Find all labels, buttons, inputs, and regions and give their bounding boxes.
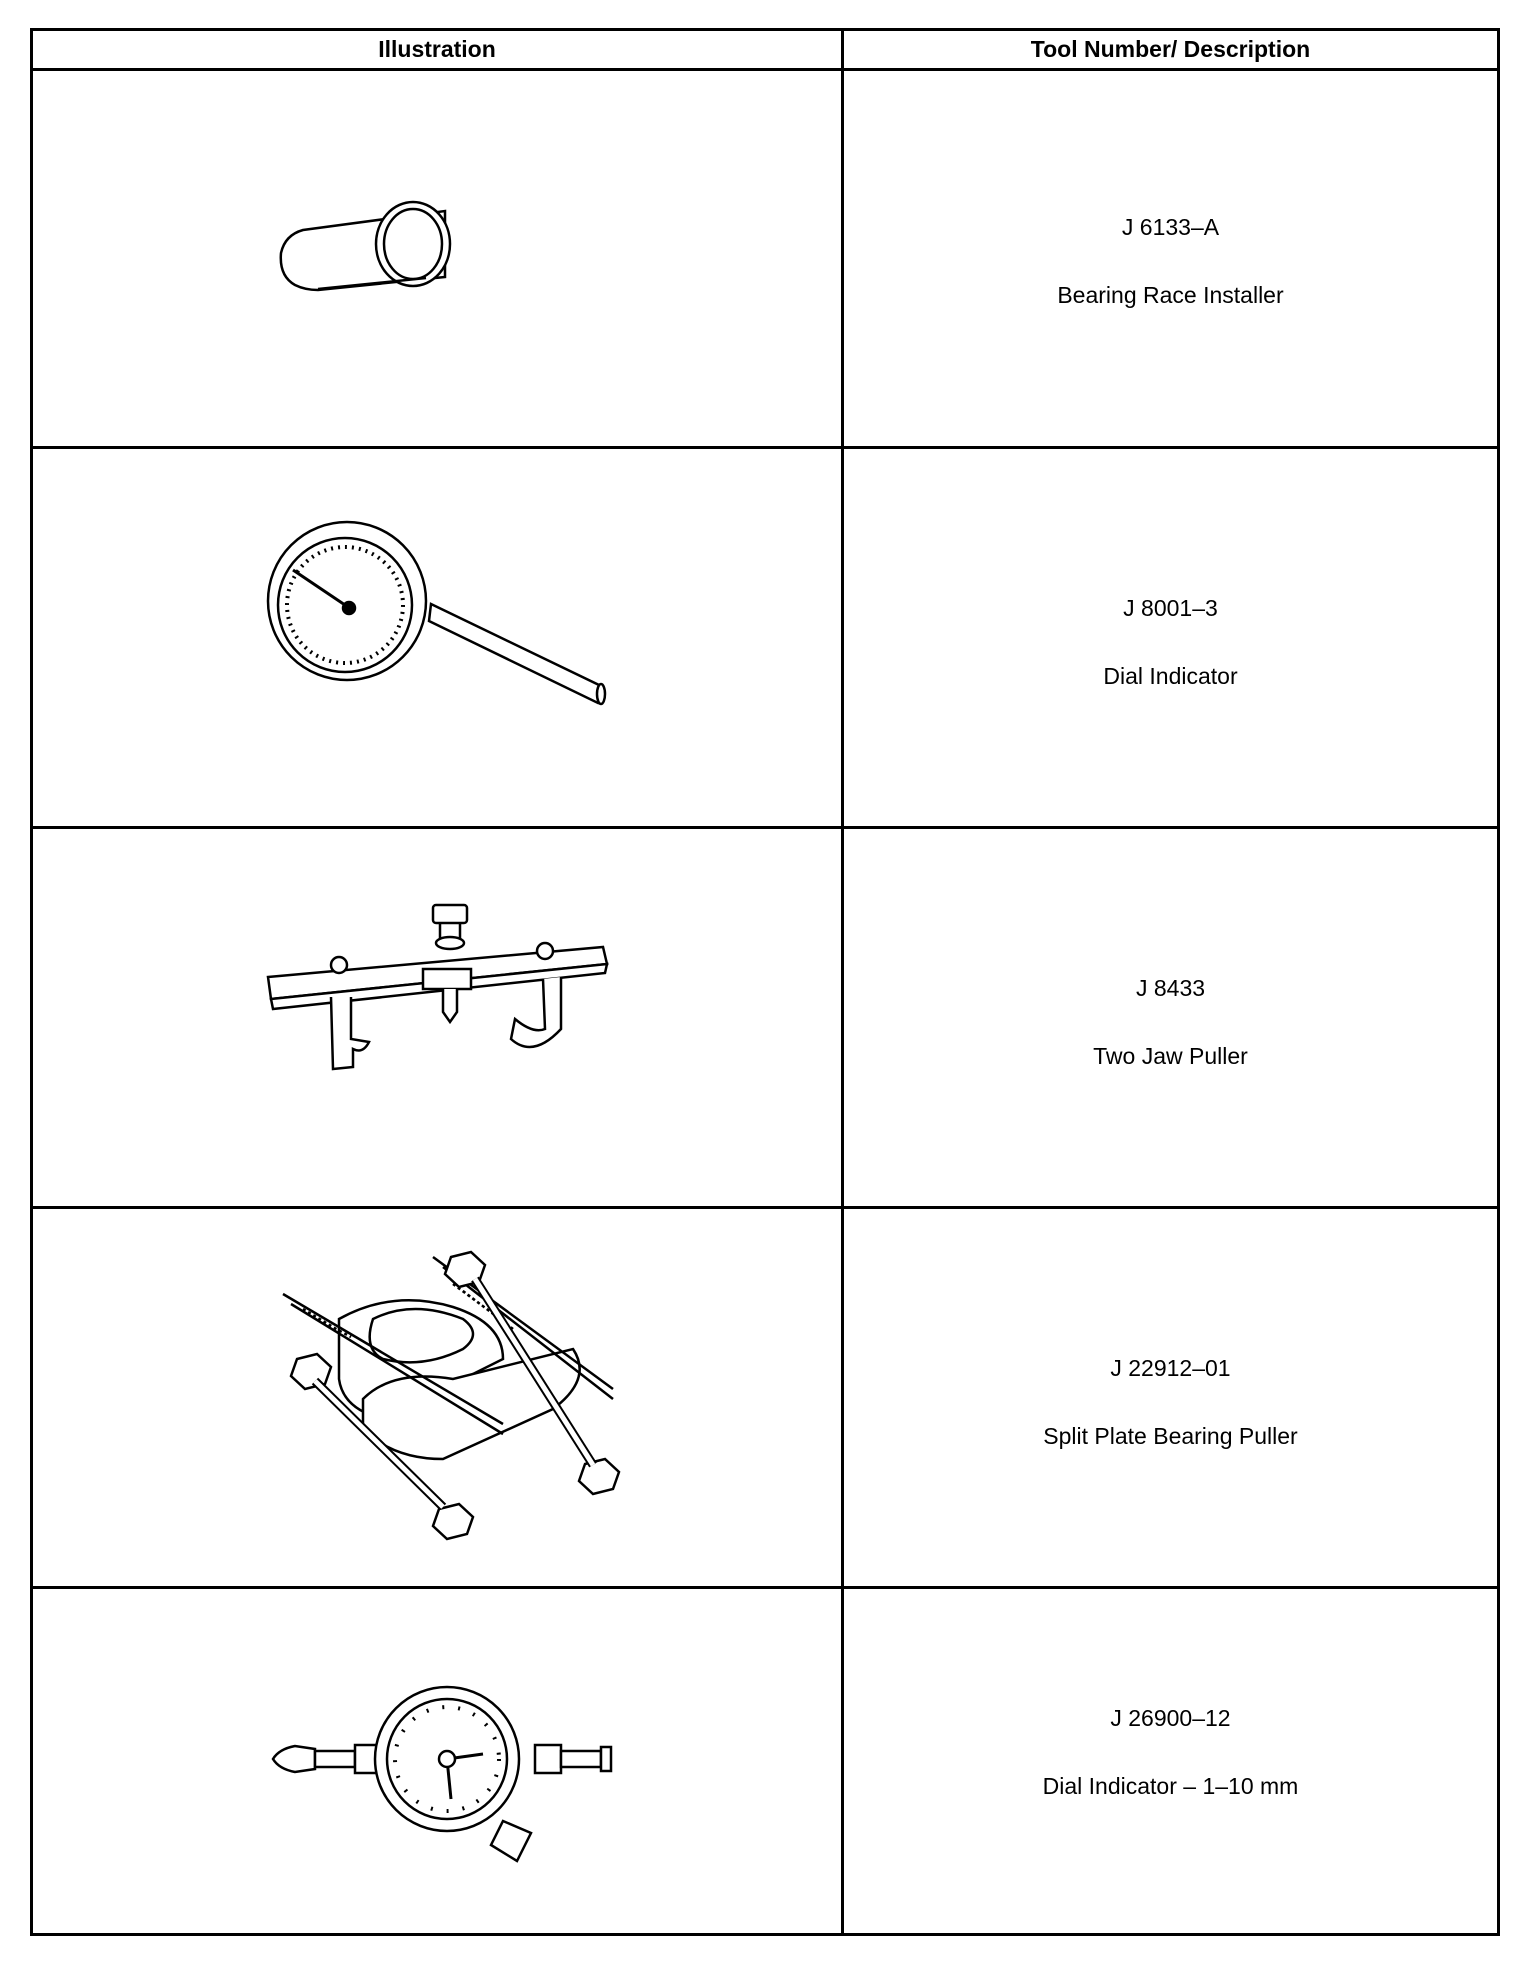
- table-row: [33, 1586, 1497, 1933]
- split-plate-bearing-puller-icon: [33, 1209, 841, 1586]
- illustration-cell: [33, 71, 841, 446]
- two-jaw-puller-icon: [33, 829, 841, 1206]
- tool-column-header: Tool Number/ Description: [1030, 36, 1311, 62]
- illustration-cell: [33, 449, 841, 826]
- illustration-cell: [33, 1589, 841, 1933]
- tool-description: Two Jaw Puller: [1093, 1043, 1248, 1069]
- tool-number: J 22912–01: [1110, 1355, 1231, 1381]
- dial-indicator-icon: [33, 449, 841, 826]
- table-row: [33, 71, 1497, 446]
- bearing-race-installer-icon: [33, 71, 841, 446]
- tool-number: J 26900–12: [1110, 1705, 1231, 1731]
- tool-number: J 6133–A: [1121, 214, 1220, 240]
- tool-description: Dial Indicator: [1103, 663, 1238, 689]
- tool-description: Split Plate Bearing Puller: [1043, 1423, 1298, 1449]
- table-row: [33, 1206, 1497, 1586]
- table-header: [33, 31, 1497, 71]
- dial-indicator-mm-icon: [33, 1589, 841, 1933]
- table-row: [33, 446, 1497, 826]
- tool-number: J 8001–3: [1123, 595, 1218, 621]
- tool-table: [30, 28, 1500, 1936]
- tool-description: Bearing Race Installer: [1057, 282, 1284, 308]
- illustration-cell: [33, 1209, 841, 1586]
- tool-description: Dial Indicator – 1–10 mm: [1042, 1773, 1299, 1799]
- illustration-column-header: Illustration: [378, 36, 496, 62]
- table-row: [33, 826, 1497, 1206]
- illustration-cell: [33, 829, 841, 1206]
- tool-number: J 8433: [1135, 975, 1206, 1001]
